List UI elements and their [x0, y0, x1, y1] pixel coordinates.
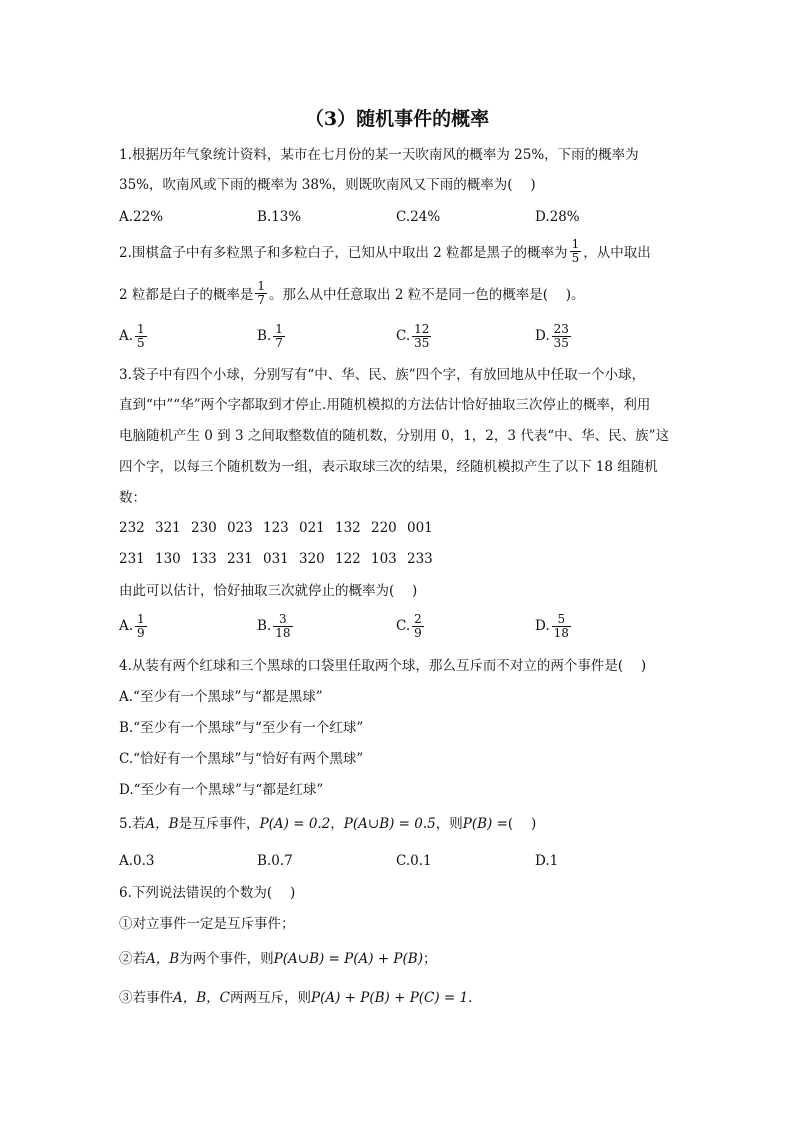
q2-text-part: 。那么从中任意取出 2 粒不是同一色的概率是( )。: [269, 287, 585, 303]
q4-option-b: B.“至少有一个黑球”与“至少有一个红球”: [119, 720, 364, 736]
q1-option-b: B.13%: [257, 209, 302, 225]
q1-stem-line1: 1.根据历年气象统计资料，某市在七月份的某一天吹南风的概率为 25%，下雨的概率为: [119, 147, 639, 163]
random-number: 031: [263, 551, 289, 567]
random-number: 233: [407, 551, 433, 567]
q1-option-d: D.28%: [535, 209, 580, 225]
fraction-numerator: 1: [137, 321, 145, 336]
q2-stem-line1: [119, 236, 651, 266]
fraction-numerator: 2: [414, 611, 422, 626]
q3-conclusion: 由此可以估计，恰好抽取三次就停止的概率为( ): [119, 583, 418, 599]
random-number: 232: [119, 520, 145, 536]
random-number: 122: [335, 551, 361, 567]
q3-option-d: [535, 610, 573, 642]
fraction-denominator: 7: [257, 292, 266, 307]
q2-option-d: [535, 320, 573, 352]
fraction: [255, 280, 267, 307]
option-label: A.: [119, 328, 134, 344]
option-label: A.: [119, 618, 134, 634]
q4-option-a: A.“至少有一个黑球”与“都是黑球”: [119, 689, 323, 705]
q3-stem-line4: 四个字，以每三个随机数为一组，表示取球三次的结果，经随机模拟产生了以下 18 组随机: [119, 459, 658, 475]
q6-text-part: ②若: [119, 951, 146, 967]
q3-option-c: [396, 610, 426, 642]
fraction-numerator: 12: [414, 321, 430, 336]
fraction-numerator: 3: [279, 611, 287, 626]
fraction: [273, 613, 292, 640]
fraction: [570, 238, 582, 265]
event-variables: A，B，C: [173, 990, 230, 1006]
q6-text-part: 两两互斥，则: [230, 990, 311, 1006]
q6-text-part: .: [468, 990, 473, 1006]
fraction: [135, 613, 147, 640]
fraction: [412, 613, 424, 640]
random-number: 133: [191, 551, 217, 567]
q6-text-part: 为两个事件，则: [179, 951, 274, 967]
fraction-numerator: 23: [553, 321, 569, 336]
q6-stem: 6.下列说法错误的个数为( ): [119, 885, 296, 901]
option-label: D.: [535, 618, 550, 634]
random-number: 123: [263, 520, 289, 536]
random-number: 231: [227, 551, 253, 567]
probability-expression: P(A∪B) = P(A) + P(B): [273, 951, 423, 967]
fraction-numerator: 1: [275, 321, 283, 336]
fraction-denominator: 35: [414, 335, 430, 350]
random-number: 132: [335, 520, 361, 536]
q3-stem-line3: 电脑随机产生 0 到 3 之间取整数值的随机数，分别用 0，1，2，3 代表“中、华、民、族”这: [119, 428, 670, 444]
q2-text-part: 2.围棋盒子中有多粒黑子和多粒白子，已知从中取出 2 粒都是黑子的概率为: [119, 245, 568, 261]
worksheet-title: （3）随机事件的概率: [304, 108, 490, 130]
random-number: 231: [119, 551, 145, 567]
fraction-denominator: 5: [571, 250, 580, 265]
q1-option-a: A.22%: [119, 209, 164, 225]
probability-expression: P(B) =: [462, 816, 508, 832]
random-number: 230: [191, 520, 217, 536]
option-label: B.: [257, 618, 272, 634]
fraction-denominator: 5: [137, 335, 145, 350]
fraction-denominator: 9: [137, 625, 145, 640]
fraction-numerator: 1: [257, 278, 266, 293]
q6-text-part: ③若事件: [119, 990, 173, 1006]
option-label: D.: [535, 328, 550, 344]
fraction-numerator: 5: [557, 611, 566, 626]
fraction: [552, 323, 571, 350]
q2-option-a: [119, 320, 149, 352]
q5-option-b: B.0.7: [257, 853, 293, 869]
option-label: C.: [396, 618, 411, 634]
random-number: 103: [371, 551, 397, 567]
option-label: B.: [257, 328, 272, 344]
event-variables: A，B: [145, 816, 179, 832]
random-number: 001: [407, 520, 433, 536]
fraction-numerator: 1: [137, 611, 145, 626]
fraction-numerator: 1: [571, 236, 580, 251]
random-number: 321: [155, 520, 181, 536]
fraction-denominator: 9: [414, 625, 422, 640]
q3-stem-line2: 直到“中”“华”两个字都取到才停止.用随机模拟的方法估计恰好抽取三次停止的概率，利用: [119, 397, 651, 413]
q5-text-part: ，: [330, 816, 344, 832]
q5-text-part: ，则: [435, 816, 463, 832]
q2-text-part: ，从中取出: [583, 245, 651, 261]
q2-stem-line2: [119, 278, 585, 308]
fraction-denominator: 7: [275, 335, 283, 350]
random-number: 220: [371, 520, 397, 536]
fraction: [273, 323, 285, 350]
q3-option-b: [257, 610, 295, 642]
probability-expression: P(A) + P(B) + P(C) = 1: [311, 990, 469, 1006]
random-number: 023: [227, 520, 253, 536]
q3-option-a: [119, 610, 149, 642]
q4-stem: 4.从装有两个红球和三个黑球的口袋里任取两个球，那么互斥而不对立的两个事件是( ): [119, 658, 647, 674]
q5-stem: [119, 815, 536, 833]
fraction: [135, 323, 147, 350]
random-number: 130: [155, 551, 181, 567]
q4-option-c: C.“恰好有一个黑球”与“恰好有两个黑球”: [119, 751, 364, 767]
q5-text-part: 5.若: [119, 816, 146, 832]
fraction-denominator: 18: [553, 625, 569, 640]
q5-option-a: A.0.3: [119, 853, 155, 869]
q3-stem-line1: 3.袋子中有四个小球，分别写有“中、华、民、族”四个字，有放回地从中任取一个小球，: [119, 367, 646, 383]
q4-option-d: D.“至少有一个黑球”与“都是红球”: [119, 782, 324, 798]
random-number: 320: [299, 551, 325, 567]
q6-item-3: [119, 989, 472, 1007]
q2-text-part: 2 粒都是白子的概率是: [119, 287, 254, 303]
q1-stem-line2: 35%，吹南风或下雨的概率为 38%，则既吹南风又下雨的概率为( ): [119, 177, 536, 193]
event-variables: A，B: [146, 951, 180, 967]
probability-expression: P(A) = 0.2: [259, 816, 331, 832]
q6-item-1: ①对立事件一定是互斥事件；: [119, 916, 295, 932]
fraction-denominator: 18: [275, 625, 291, 640]
q5-text-part: ( ): [507, 816, 537, 832]
q5-text-part: 是互斥事件，: [178, 816, 260, 832]
random-number-row-2: [119, 551, 443, 567]
q1-option-c: C.24%: [396, 209, 441, 225]
fraction: [552, 613, 571, 640]
q2-option-c: [396, 320, 433, 352]
q3-stem-line5: 数：: [119, 490, 146, 506]
q6-item-2: [119, 950, 436, 968]
q2-option-b: [257, 320, 287, 352]
fraction-denominator: 35: [553, 335, 569, 350]
q5-option-c: C.0.1: [396, 853, 432, 869]
random-number: 021: [299, 520, 325, 536]
fraction: [412, 323, 431, 350]
q6-text-part: ；: [422, 951, 437, 967]
random-number-row-1: [119, 520, 443, 536]
option-label: C.: [396, 328, 411, 344]
q5-option-d: D.1: [535, 853, 559, 869]
probability-expression: P(A∪B) = 0.5: [343, 816, 436, 832]
